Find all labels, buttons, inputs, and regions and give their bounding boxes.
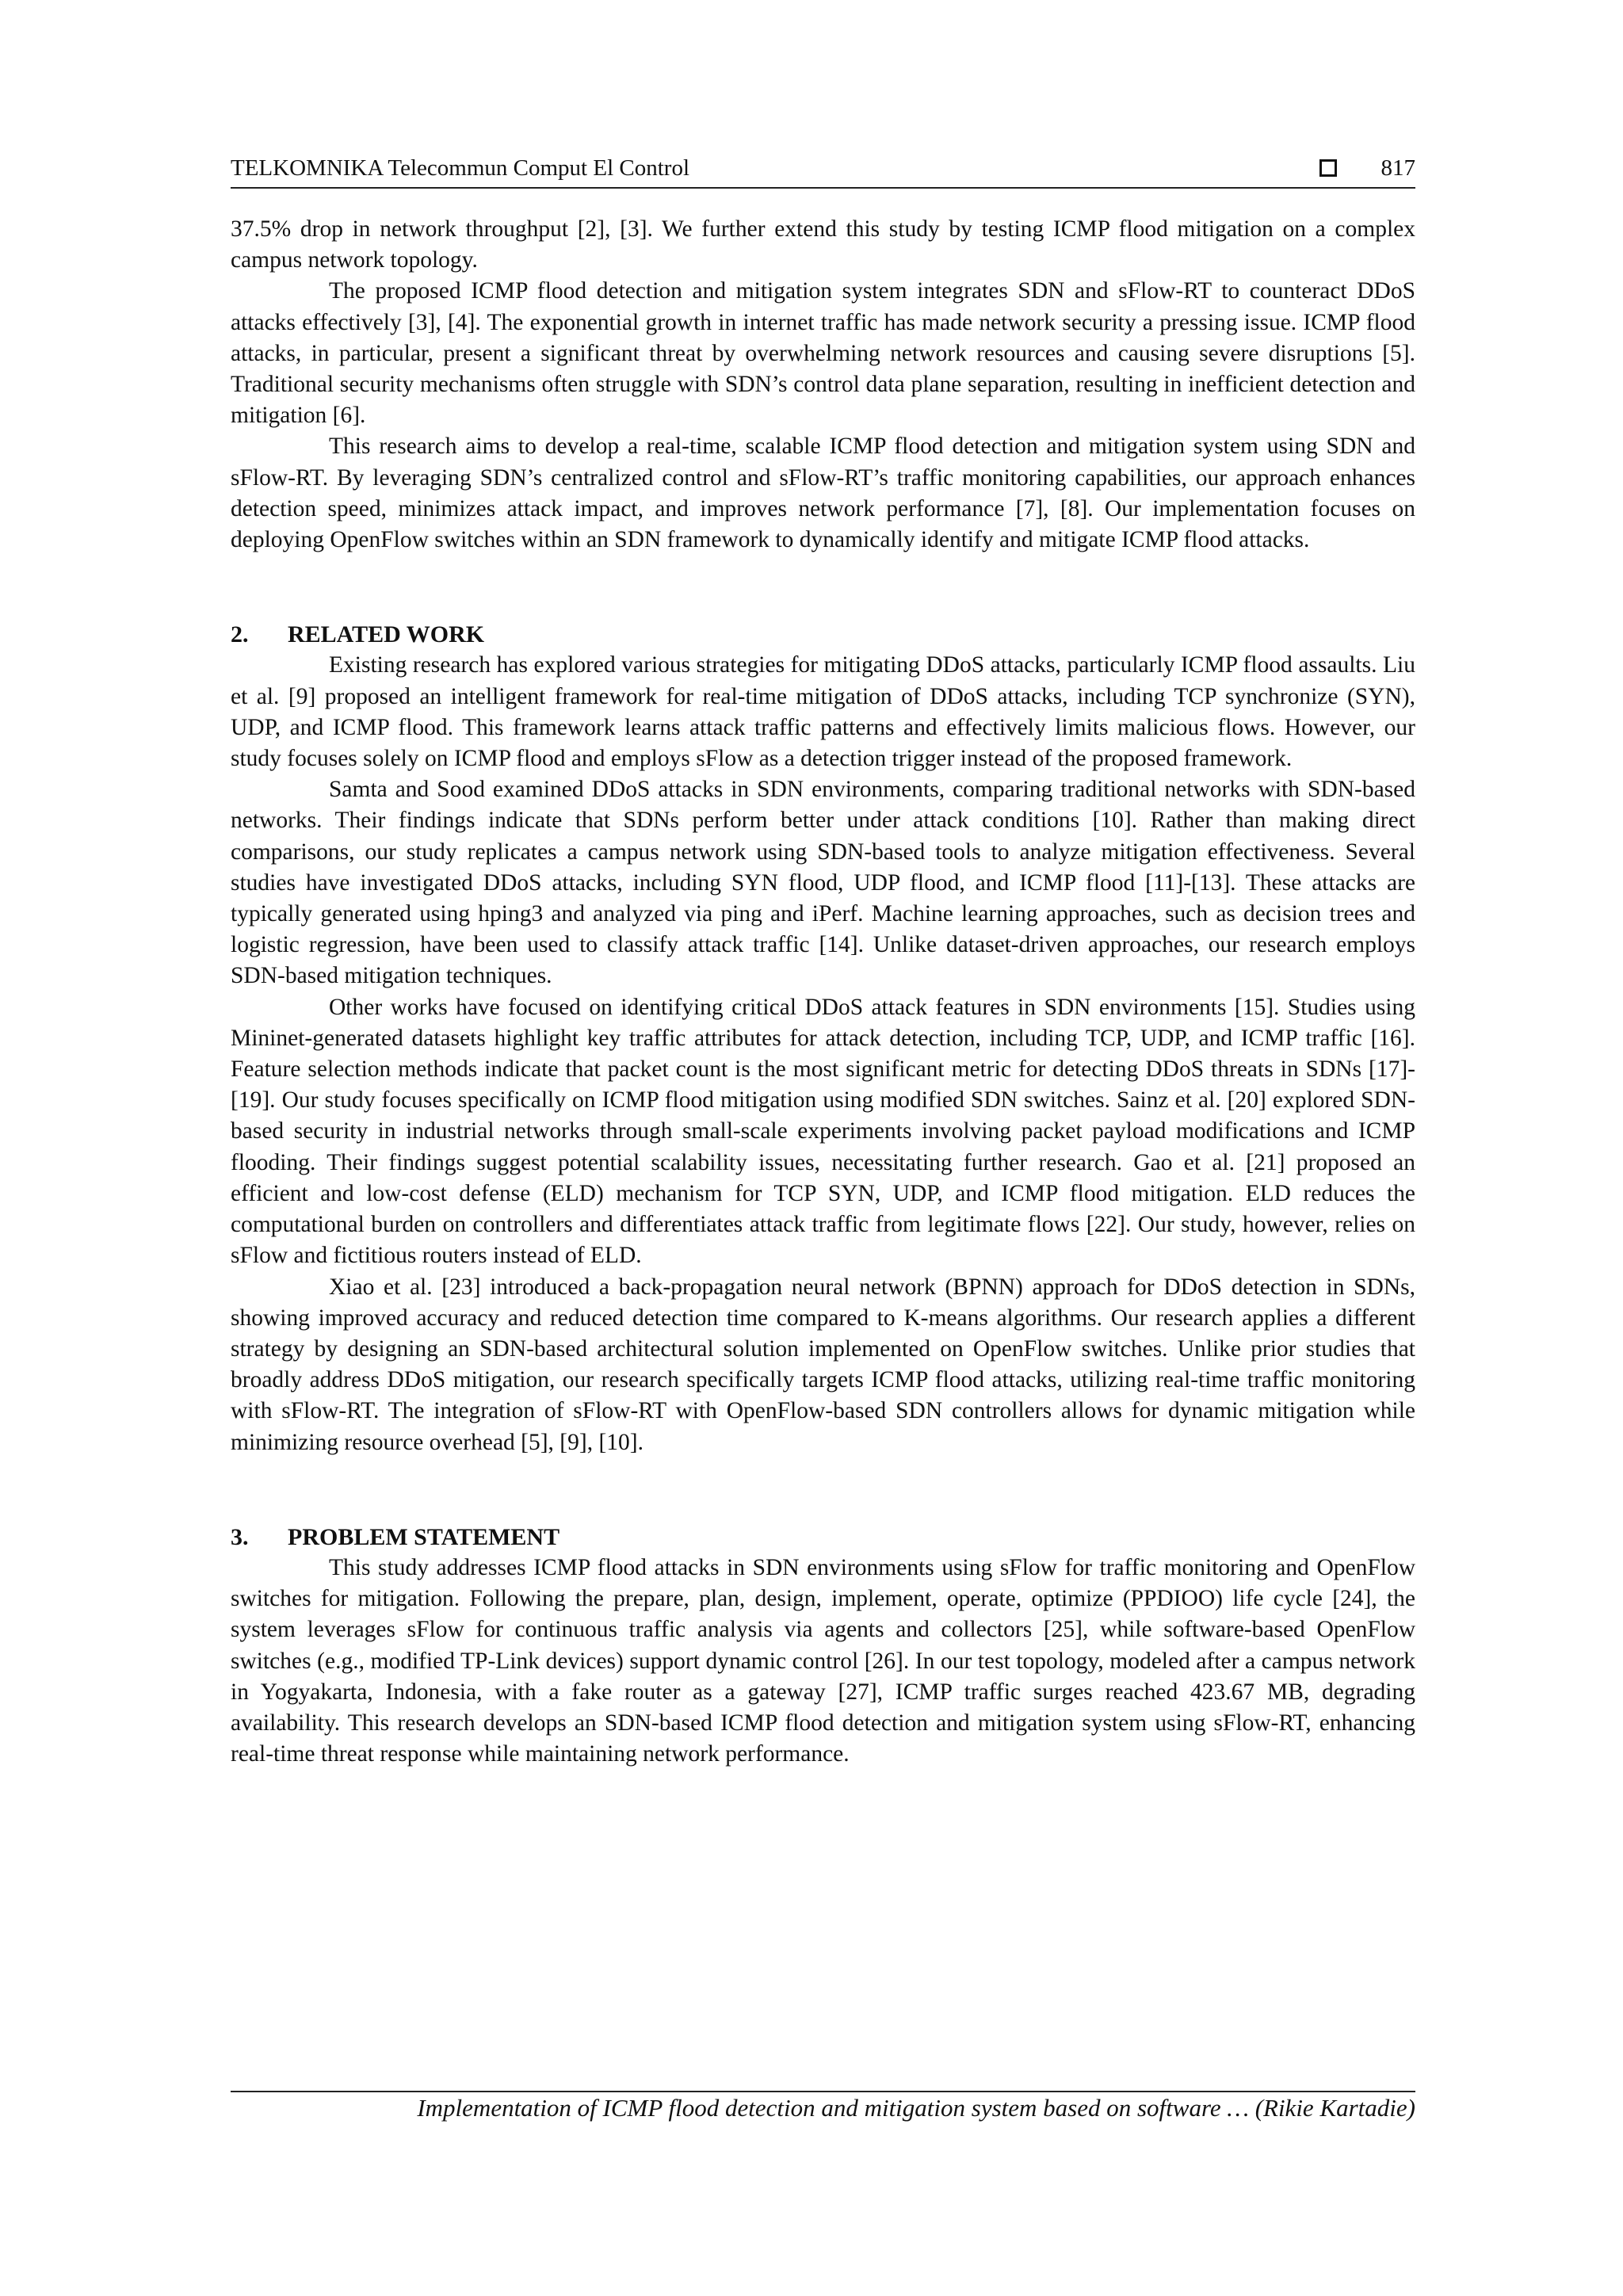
journal-title: TELKOMNIKA Telecommun Comput El Control — [231, 155, 689, 181]
footer-rule — [231, 2091, 1415, 2092]
running-footer: Implementation of ICMP flood detection and mitigation system based on software … (Rikie Kartadie) — [417, 2094, 1415, 2122]
section-number: 2. — [231, 621, 249, 648]
related-work-paragraph-2: Samta and Sood examined DDoS attacks in SDN environments, comparing traditional networks with SDN-based networks. Their findings indicate that SDNs perform better under attack conditions [10]. Rather than making direct comparisons, our study replicates a campus network using SDN-based tools to analyze mitigation effectiveness. Several studies have investigated DDoS attacks, including SYN flood, UDP flood, and ICMP flood [11]-[13]. These attacks are typically generated using hping3 and analyzed via ping and iPerf. Machine learning approaches, such as decision trees and logistic regression, have been used to classify attack traffic [14]. Unlike dataset-driven approaches, our research employs SDN-based mitigation techniques. — [231, 777, 1415, 989]
section-title: PROBLEM STATEMENT — [288, 1523, 560, 1550]
section-heading-related-work — [231, 619, 1415, 650]
section-heading-problem-statement — [231, 1522, 1415, 1553]
section-number: 3. — [231, 1523, 249, 1550]
intro-paragraph-3: This research aims to develop a real-time, scalable ICMP flood detection and mitigation system using SDN and sFlow-RT. By leveraging SDN’s centralized control and sFlow-RT’s traffic monitoring capabilities, our approach enhances detection speed, minimizes attack impact, and improves network performance [7], [8]. Our implementation focuses on deploying OpenFlow switches within an SDN framework to dynamically identify and mitigate ICMP flood attacks. — [231, 434, 1415, 553]
running-header — [231, 155, 1415, 189]
square-bullet-icon — [1319, 159, 1337, 177]
intro-paragraph-2: The proposed ICMP flood detection and mitigation system integrates SDN and sFlow-RT to counteract DDoS attacks effectively [3], [4]. The exponential growth in internet traffic has made network security a pressing issue. ICMP flood attacks, in particular, present a significant threat by overwhelming network resources and causing severe disruptions [5]. Traditional security mechanisms often struggle with SDN’s control data plane separation, resulting in inefficient detection and mitigation [6]. — [231, 278, 1415, 429]
page-body — [231, 214, 1415, 1770]
section-title: RELATED WORK — [288, 621, 485, 648]
intro-paragraph-1: 37.5% drop in network throughput [2], [3]. We further extend this study by testing ICMP flood mitigation on a complex campus network topology. — [231, 216, 1415, 273]
related-work-paragraph-4: Xiao et al. [23] introduced a back-propagation neural network (BPNN) approach for DDoS detection in SDNs, showing improved accuracy and reduced detection time compared to K-means algorithms. Our research applies a different strategy by designing an SDN-based architectural solution implemented on OpenFlow switches. Unlike prior studies that broadly address DDoS mitigation, our research specifically targets ICMP flood attacks, utilizing real-time traffic monitoring with sFlow-RT. The integration of sFlow-RT with OpenFlow-based SDN controllers allows for dynamic mitigation while minimizing resource overhead [5], [9], [10]. — [231, 1274, 1415, 1455]
related-work-paragraph-3: Other works have focused on identifying critical DDoS attack features in SDN environments [15]. Studies using Mininet-generated datasets highlight key traffic attributes for attack detection, including TCP, UDP, and ICMP traffic [16]. Feature selection methods indicate that packet count is the most significant metric for detecting DDoS threats in SDNs [17]-[19]. Our study focuses specifically on ICMP flood mitigation using modified SDN switches. Sainz et al. [20] explored SDN-based security in industrial networks through small-scale experiments involving packet payload modifications and ICMP flooding. Their findings suggest potential scalability issues, necessitating further research. Gao et al. [21] proposed an efficient and low-cost defense (ELD) mechanism for TCP SYN, UDP, and ICMP flood mitigation. ELD reduces the computational burden on controllers and differentiates attack traffic from legitimate flows [22]. Our study, however, relies on sFlow and fictitious routers instead of ELD. — [231, 994, 1415, 1269]
problem-statement-paragraph-1: This study addresses ICMP flood attacks in SDN environments using sFlow for traffic monitoring and OpenFlow switches for mitigation. Following the prepare, plan, design, implement, operate, optimize (PPDIOO) life cycle [24], the system leverages sFlow for continuous traffic analysis via agents and collectors [25], while software-based OpenFlow switches (e.g., modified TP-Link devices) support dynamic control [26]. In our test topology, modeled after a campus network in Yogyakarta, Indonesia, with a fake router as a gateway [27], ICMP traffic surges reached 423.67 MB, degrading availability. This research develops an SDN-based ICMP flood detection and mitigation system using sFlow-RT, enhancing real-time threat response while maintaining network performance. — [231, 1554, 1415, 1767]
related-work-paragraph-1: Existing research has explored various strategies for mitigating DDoS attacks, particularly ICMP flood assaults. Liu et al. [9] proposed an intelligent framework for real-time mitigation of DDoS attacks, including TCP synchronize (SYN), UDP, and ICMP flood. This framework learns attack traffic patterns and effectively limits malicious flows. However, our study focuses solely on ICMP flood and employs sFlow as a detection trigger instead of the proposed framework. — [231, 652, 1415, 772]
page-number: 817 — [1381, 155, 1415, 181]
